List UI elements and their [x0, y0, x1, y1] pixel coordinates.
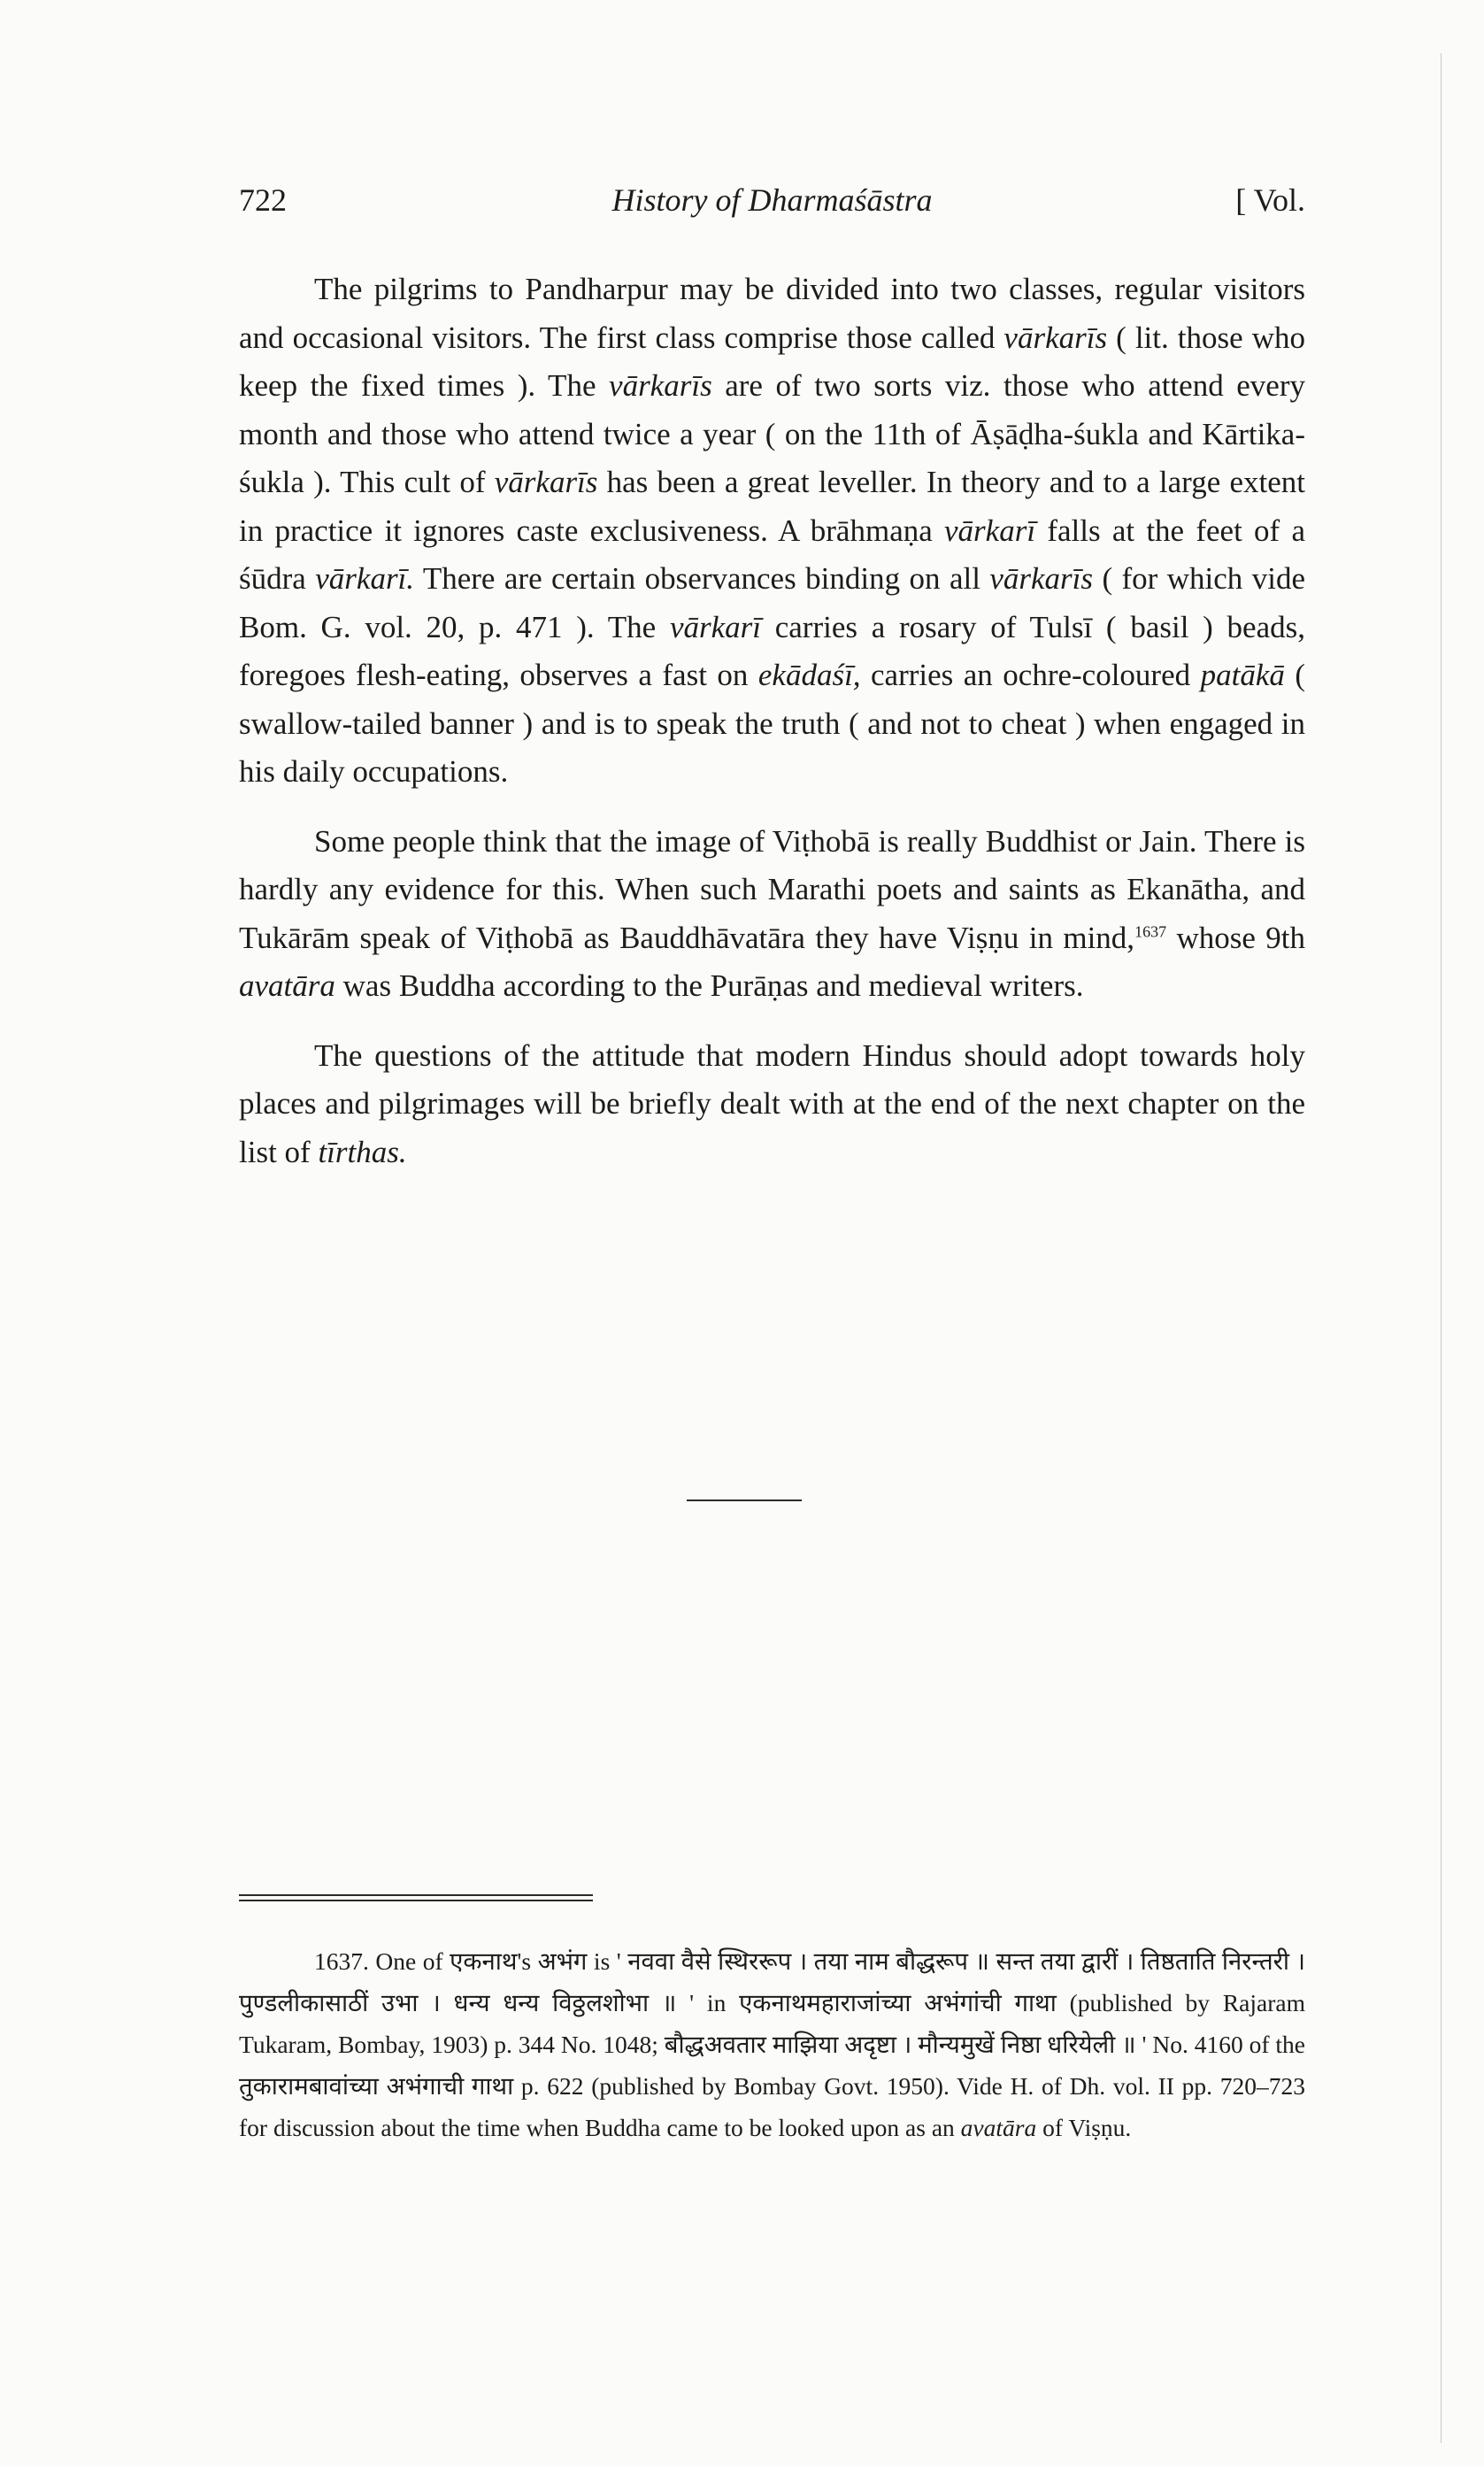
- footnote-text: [239, 1940, 1305, 2148]
- text-run: The pilgrims to Pandharpur may be divided into two classes, regular visitors and occasional visitors. The first class comprise those called: [239, 272, 1305, 355]
- scan-margin-line: [1441, 53, 1442, 2443]
- text-run: of Viṣṇu.: [1036, 2114, 1132, 2141]
- italic-term: vārkarīs: [609, 368, 712, 403]
- italic-term: avatāra: [960, 2114, 1037, 2141]
- italic-term: vārkarīs: [1003, 320, 1108, 355]
- text-run: ( swallow-tailed banner ) and is to speak the truth ( and not to cheat ) when engaged in his daily occupations.: [239, 658, 1305, 789]
- text-run: are of two sorts viz. those who attend every month and those who attend twice a year ( on the 11th of Āṣāḍha-śukla and Kārtika-śukla ). This cult of: [239, 368, 1305, 499]
- text-run: carries a rosary of Tulsī ( basil ) beads, foregoes flesh-eating, observes a fast on: [239, 609, 1305, 692]
- italic-term: vārkarī: [944, 513, 1036, 548]
- text-run: was Buddha according to the Purāṇas and medieval writers.: [334, 968, 1084, 1003]
- text-run: The questions of the attitude that modern Hindus should adopt towards holy places and pilgrimages will be briefly dealt with at the end of the next chapter on the list of: [239, 1037, 1305, 1169]
- page-number: 722: [239, 182, 287, 218]
- footnote-reference: 1637: [1134, 921, 1167, 940]
- footnote-rule: [239, 1894, 593, 1896]
- section-end-rule: [687, 1499, 802, 1501]
- volume-marker: [ Vol.: [1235, 182, 1305, 218]
- italic-term: vārkarīs: [494, 465, 598, 499]
- italic-term: avatāra: [239, 968, 335, 1003]
- footnote: [239, 1940, 1305, 2148]
- text-run: There are certain observances binding on all: [414, 561, 990, 596]
- body-text: [239, 266, 1305, 1198]
- text-run: has been a great leveller. In theory and to a large extent in practice it ignores caste exclusiveness. A brāhmaṇa: [239, 465, 1306, 548]
- italic-term: vārkarī: [669, 609, 761, 644]
- text-run: Some people think that the image of Viṭhobā is really Buddhist or Jain. There is hardly any evidence for this. When such Marathi poets and saints as Ekanātha, and Tukārām speak of Viṭhobā as Bauddhāvatāra they have Viṣṇu in mind,: [239, 823, 1305, 955]
- italic-term: patākā: [1200, 658, 1285, 692]
- paragraph: [239, 818, 1305, 1011]
- italic-term: vārkarī.: [315, 561, 415, 596]
- italic-term: vārkarīs: [989, 561, 1094, 596]
- text-run: 1637. One of एकनाथ's अभंग is ' नववा वैसे स्थिररूप । तया नाम बौद्धरूप ॥ सन्त तया द्वारीं । तिष्ठताति निरन्तरी । पुण्डलीकासाठीं उभा । धन्य धन्य विठ्ठलशोभा ॥ ' in एकनाथमहाराजांच्या अभंगांची गाथा (published by Rajaram Tukaram, Bombay, 1903) p. 344 No. 1048; बौद्धअवतार माझिया अदृष्टा । मौन्यमुखें निष्ठा धरियेली ॥ ' No. 4160 of the तुकारामबावांच्या अभंगाची गाथा p. 622 (published by Bombay Govt. 1950). Vide H. of Dh. vol. II pp. 720–723 for discussion about the time when Buddha came to be looked upon as an: [239, 1947, 1305, 2141]
- text-run: ( for which vide Bom. G. vol. 20, p. 471 ). The: [239, 561, 1305, 644]
- text-run: ( lit. those who keep the fixed times ). The: [239, 320, 1306, 403]
- footnote-rule-2: [239, 1900, 593, 1901]
- running-header: [239, 181, 1305, 226]
- italic-term: tīrthas.: [318, 1134, 407, 1169]
- italic-term: ekādaśī,: [757, 658, 861, 692]
- running-title: History of Dharmaśāstra: [611, 182, 933, 218]
- paragraph: [239, 1032, 1305, 1177]
- text-run: falls at the feet of a śūdra: [239, 513, 1305, 596]
- text-run: carries an ochre-coloured: [860, 658, 1201, 692]
- paragraph: [239, 266, 1305, 797]
- text-run: whose 9th: [1166, 920, 1305, 955]
